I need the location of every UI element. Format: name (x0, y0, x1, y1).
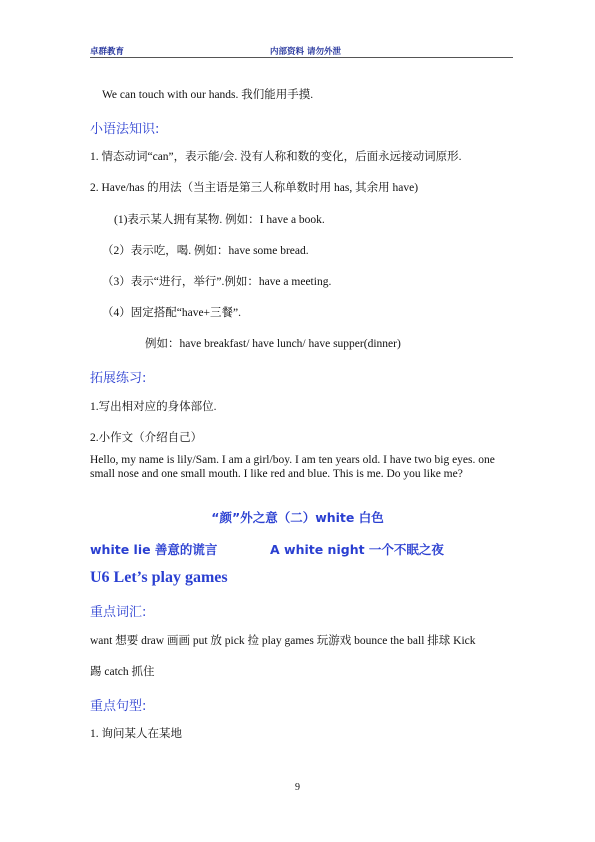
grammar-point-2: 2. Have/has 的用法（当主语是第三人称单数时用 has, 其余用 have) (90, 182, 419, 194)
usage-item-4: （4）固定搭配“have+三餐”. (102, 307, 242, 319)
section-title-grammar: 小语法知识: (90, 122, 160, 137)
practice-item-2: 2.小作文（介绍自己） (90, 432, 203, 444)
grammar-point-1: 1. 情态动词“can”，表示能/会. 没有人称和数的变化，后面永远接动词原形. (90, 151, 462, 163)
sentence-item-1: 1. 询问某人在某地 (90, 728, 182, 740)
section-title-sentences: 重点句型: (90, 699, 147, 714)
usage-item-3: （3）表示“进行，举行”.例如：have a meeting. (102, 276, 332, 288)
header-left-brand: 卓群教育 (90, 47, 125, 57)
practice-item-1: 1.写出相对应的身体部位. (90, 401, 217, 413)
header-rule (90, 57, 513, 58)
idiom-white-night: A white night 一个不眠之夜 (270, 542, 444, 557)
section-title-vocabulary: 重点词汇: (90, 605, 147, 620)
vocabulary-line-1: want 想要 draw 画画 put 放 pick 捡 play games 玩游戏 bounce the ball 排球 Kick (90, 635, 476, 647)
idiom-white-lie: white lie 善意的谎言 (90, 542, 218, 557)
color-idiom-title: “颜”外之意（二）white 白色 (211, 510, 384, 525)
section-title-practice: 拓展练习: (90, 371, 147, 386)
vocabulary-line-2: 踢 catch 抓住 (90, 666, 155, 678)
header-notice: 内部资料 请勿外泄 (270, 47, 341, 57)
example-sentence: We can touch with our hands. 我们能用手摸. (102, 89, 314, 101)
sample-essay: Hello, my name is lily/Sam. I am a girl/boy. I am ten years old. I have two big eyes. one small nose and one small mouth. I like red and blue. This is me. Do you like me? (90, 454, 495, 480)
usage-item-1: (1)表示某人拥有某物. 例如：I have a book. (114, 214, 325, 226)
page-number: 9 (295, 782, 300, 793)
usage-item-2: （2）表示吃，喝. 例如：have some bread. (102, 245, 309, 257)
usage-item-4-example: 例如：have breakfast/ have lunch/ have supper(dinner) (145, 338, 401, 350)
unit-title: U6 Let’s play games (90, 569, 228, 586)
